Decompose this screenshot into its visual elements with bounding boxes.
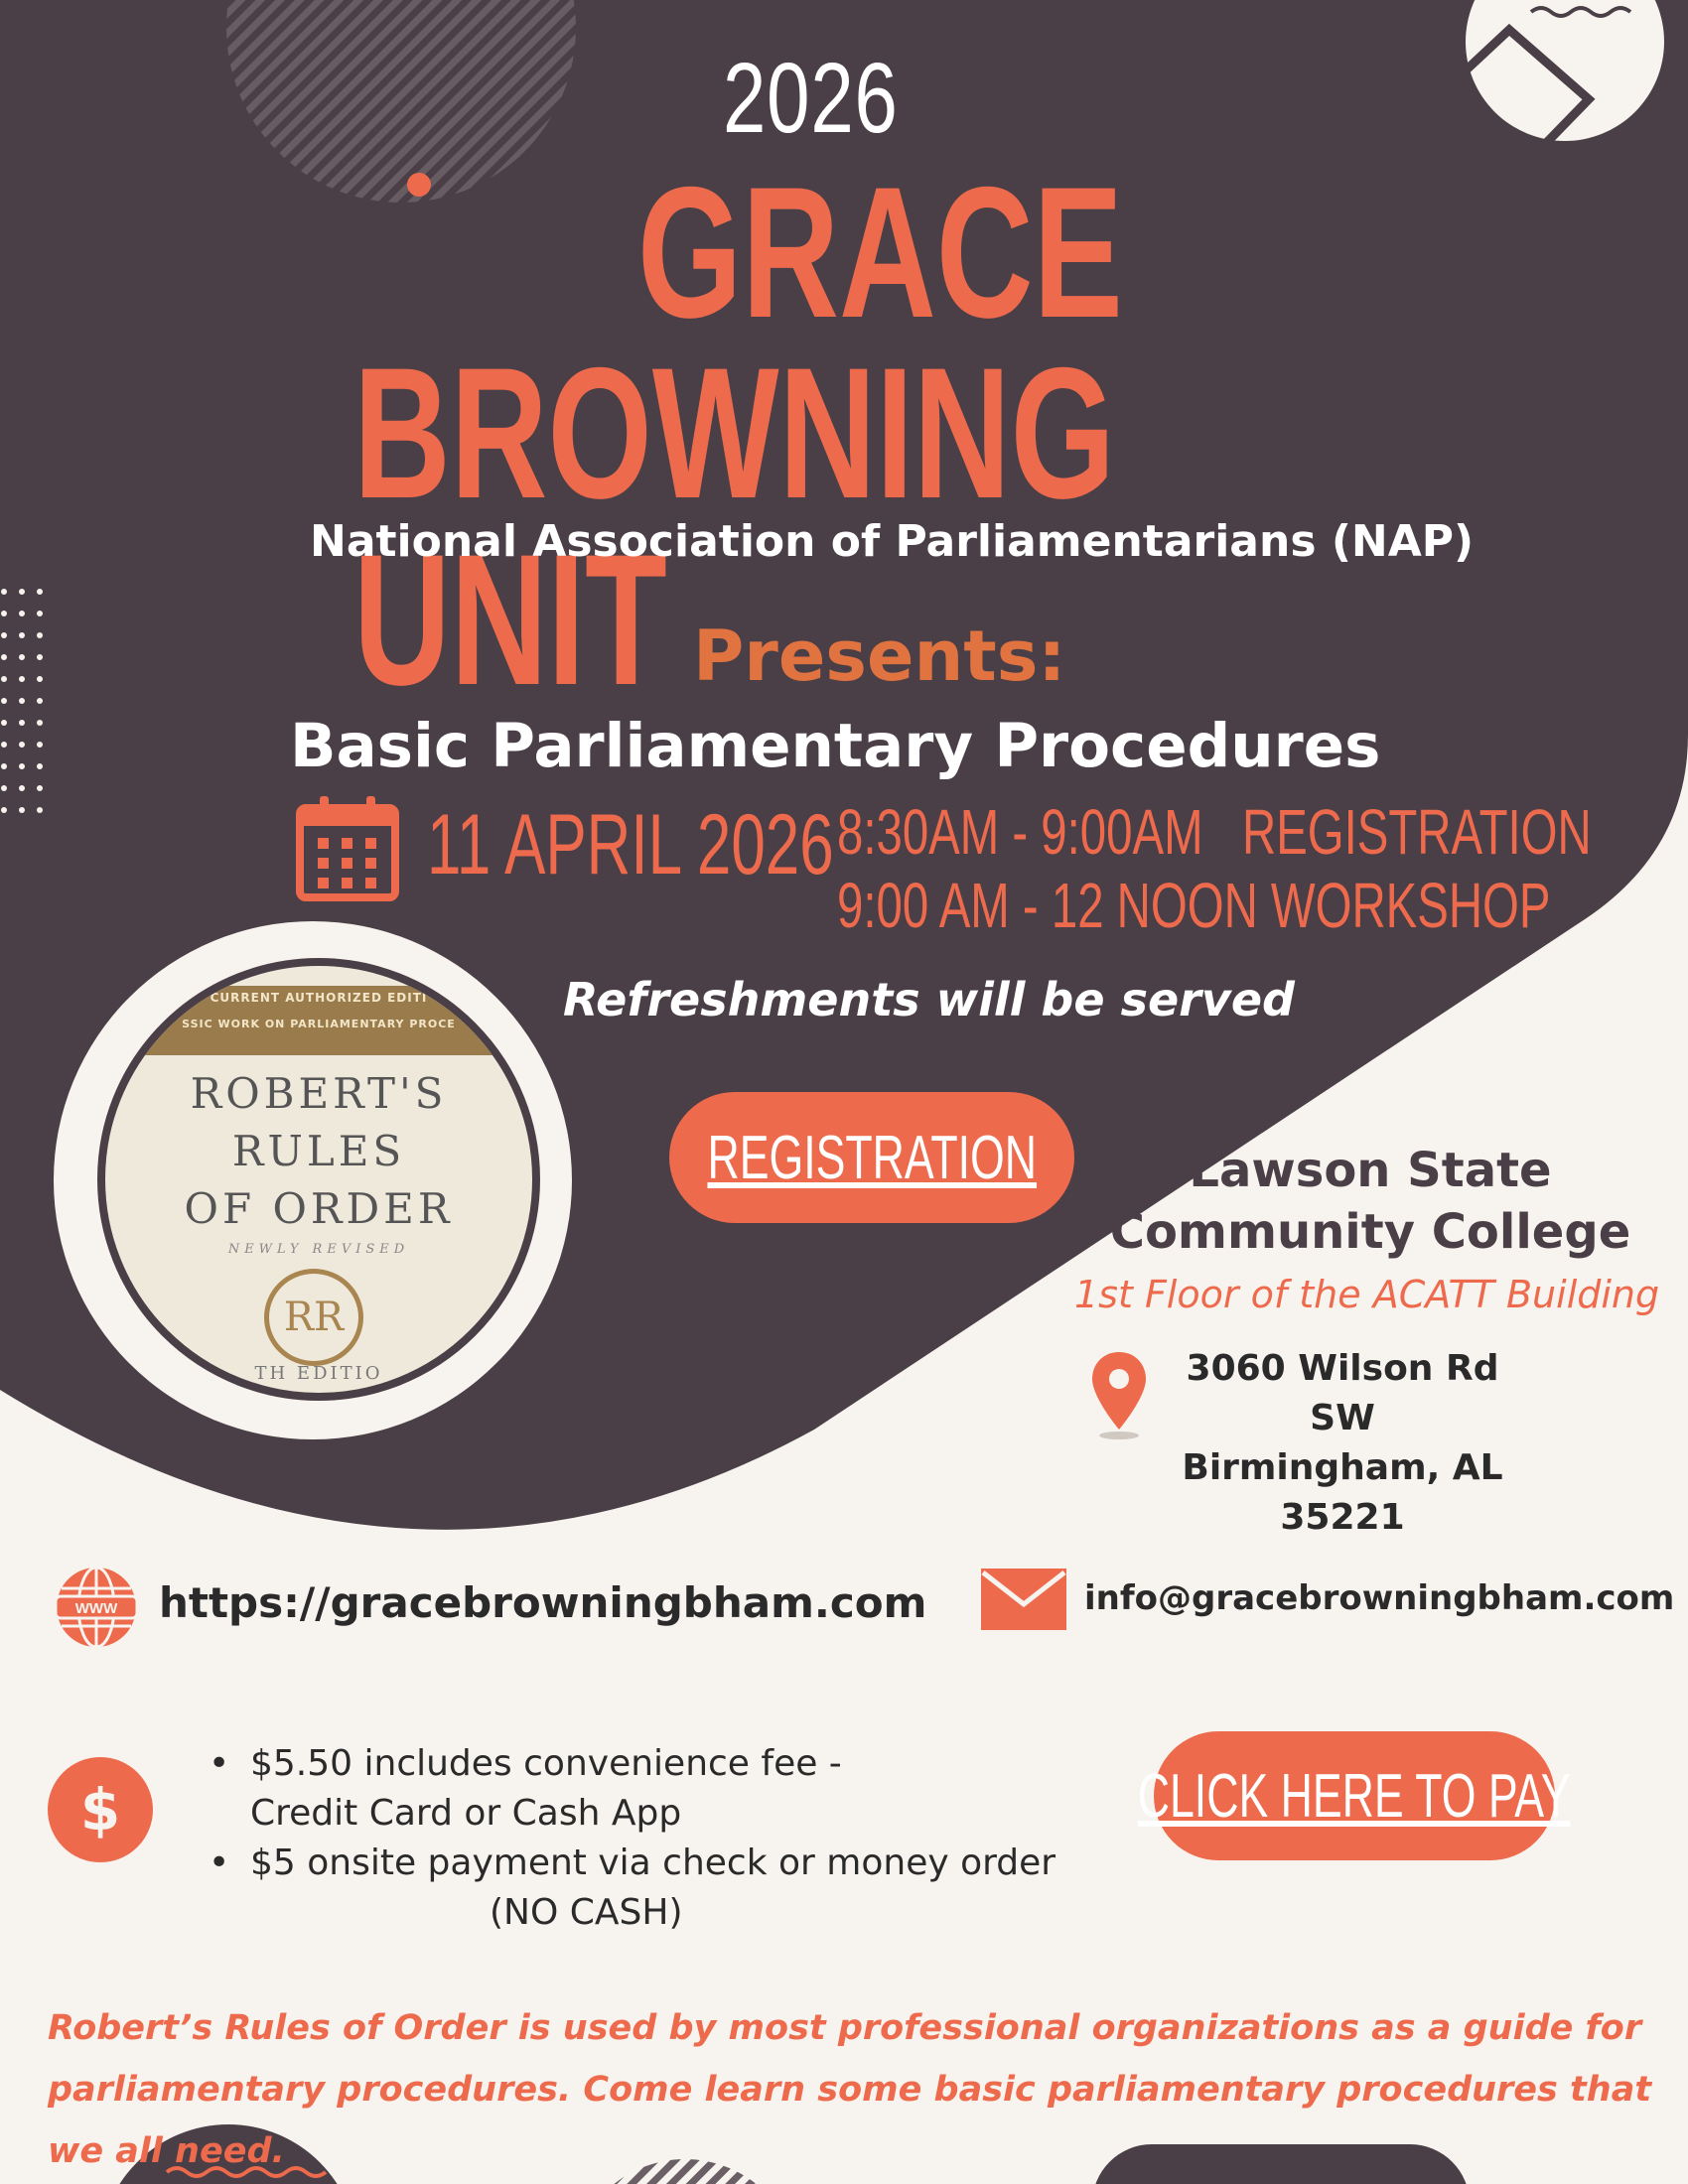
location-pin-icon <box>1088 1348 1150 1441</box>
book-banner-line1: CURRENT AUTHORIZED EDITI <box>210 991 428 1005</box>
schedule-registration: 8:30AM - 9:00AM REGISTRATION <box>837 796 1592 868</box>
payment-option-card <box>209 1739 906 1839</box>
payment-no-cash-note: (NO CASH) <box>490 1892 683 1933</box>
book-banner-line2: SSIC WORK ON PARLIAMENTARY PROCE <box>182 1018 456 1030</box>
venue-name-line1: Lawson State <box>1189 1143 1552 1198</box>
globe-icon <box>54 1565 139 1650</box>
email-link[interactable]: info@gracebrowningbham.com <box>1084 1578 1675 1618</box>
payment-option-onsite <box>209 1839 1102 1888</box>
calendar-icon <box>294 794 401 903</box>
payment-option-card-text: $5.50 includes convenience fee - Credit Card or Cash App <box>250 1743 842 1834</box>
book-title-line1: ROBERT'S <box>190 1069 448 1118</box>
venue-name-line2: Community College <box>1109 1204 1631 1260</box>
book-monogram: RR <box>264 1269 363 1366</box>
email-icon <box>979 1565 1068 1634</box>
registration-button[interactable] <box>669 1092 1074 1223</box>
venue-address <box>1154 1344 1531 1543</box>
pay-button[interactable] <box>1138 1731 1571 1860</box>
book-title-line2: RULES <box>231 1127 406 1175</box>
event-date: 11 APRIL 2026 <box>427 797 834 892</box>
unit-title-line1: GRACE <box>637 148 1123 356</box>
website-link[interactable]: https://gracebrowningbham.com <box>159 1578 927 1627</box>
footer-description: Robert’s Rules of Order is used by most professional organizations as a guide for parliamentary procedures. Come learn some basic parliamentary procedures that we all need. <box>48 2008 1652 2171</box>
registration-button-label: REGISTRATION <box>707 1123 1037 1192</box>
presents-label: Presents: <box>693 615 1066 697</box>
book-edition: TH EDITIO <box>254 1363 383 1384</box>
venue-floor: 1st Floor of the ACATT Building <box>1074 1273 1660 1316</box>
book-title-line3: OF ORDER <box>184 1184 454 1233</box>
organization-name: National Association of Parliamentarians (NAP) <box>310 516 1475 567</box>
book-cover-image <box>97 958 540 1401</box>
book-subtitle: NEWLY REVISED <box>227 1242 410 1257</box>
refreshments-note: Refreshments will be served <box>563 973 1295 1026</box>
pay-button-label: CLICK HERE TO PAY <box>1138 1761 1571 1831</box>
dollar-icon: $ <box>48 1757 153 1862</box>
venue-street: 3060 Wilson Rd SW <box>1186 1348 1499 1438</box>
payment-options <box>209 1739 1102 1938</box>
globe-icon-label: WWW <box>74 1600 118 1617</box>
unit-title-line2: BROWNING UNIT <box>353 329 1115 724</box>
schedule-workshop: 9:00 AM - 12 NOON WORKSHOP <box>837 870 1551 941</box>
venue-city: Birmingham, AL 35221 <box>1182 1447 1503 1538</box>
course-title: Basic Parliamentary Procedures <box>290 711 1381 781</box>
venue-name <box>1053 1140 1688 1263</box>
payment-option-onsite-text: $5 onsite payment via check or money order <box>250 1843 1056 1883</box>
event-year: 2026 <box>723 43 899 154</box>
